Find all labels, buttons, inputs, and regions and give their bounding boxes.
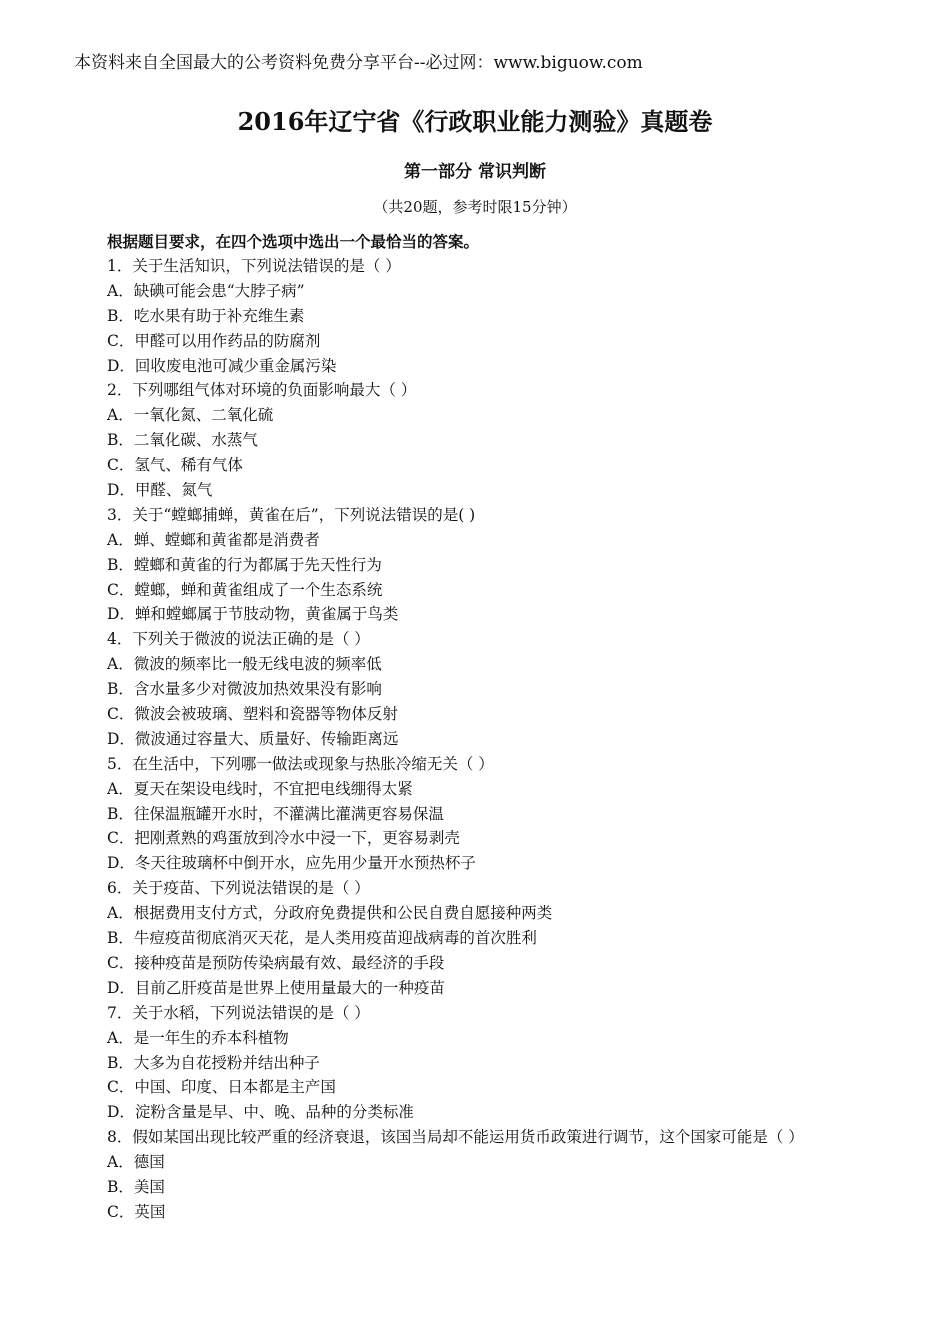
answer-option: D．目前乙肝疫苗是世界上使用量最大的一种疫苗 (107, 978, 445, 997)
answer-option: B．螳螂和黄雀的行为都属于先天性行为 (107, 555, 382, 574)
answer-option: A．一氧化氮、二氧化硫 (107, 406, 274, 425)
answer-option: B．吃水果有助于补充维生素 (107, 306, 305, 325)
answer-option: A．是一年生的乔本科植物 (107, 1028, 289, 1047)
question-stem: 6．关于疫苗、下列说法错误的是（ ） (107, 879, 370, 898)
answer-option: A．缺碘可能会患“大脖子病” (107, 281, 305, 300)
answer-option: B．牛痘疫苗彻底消灭天花，是人类用疫苗迎战病毒的首次胜利 (107, 929, 537, 948)
answer-option: A．德国 (107, 1153, 165, 1172)
section-title: 第一部分 常识判断 (404, 162, 546, 182)
answer-option: C．把刚煮熟的鸡蛋放到冷水中浸一下，更容易剥壳 (107, 829, 460, 848)
answer-option: D．微波通过容量大、质量好、传输距离远 (107, 729, 399, 748)
instruction-text: 根据题目要求，在四个选项中选出一个最恰当的答案。 (107, 232, 480, 251)
question-stem: 5．在生活中，下列哪一做法或现象与热胀冷缩无关（ ） (107, 754, 494, 773)
question-stem: 3．关于“螳螂捕蝉，黄雀在后”，下列说法错误的是( ) (107, 505, 476, 524)
answer-option: D．回收废电池可减少重金属污染 (107, 356, 337, 375)
answer-option: A．微波的频率比一般无线电波的频率低 (107, 655, 382, 674)
answer-option: C．螳螂，蝉和黄雀组成了一个生态系统 (107, 580, 383, 599)
answer-option: D．蝉和螳螂属于节肢动物，黄雀属于鸟类 (107, 605, 399, 624)
answer-option: B．二氧化碳、水蒸气 (107, 431, 258, 450)
answer-option: B．往保温瓶罐开水时，不灌满比灌满更容易保温 (107, 804, 444, 823)
question-stem: 4．下列关于微波的说法正确的是（ ） (107, 630, 370, 649)
answer-option: B．大多为自花授粉并结出种子 (107, 1053, 320, 1072)
answer-option: B．含水量多少对微波加热效果没有影响 (107, 680, 382, 699)
answer-option: C．甲醛可以用作药品的防腐剂 (107, 331, 321, 350)
answer-option: C．微波会被玻璃、塑料和瓷器等物体反射 (107, 705, 398, 724)
answer-option: D．淀粉含量是早、中、晚、品种的分类标准 (107, 1103, 414, 1122)
source-header: 本资料来自全国最大的公考资料免费分享平台--必过网：www.biguow.com (74, 53, 643, 73)
question-stem: 1．关于生活知识，下列说法错误的是（ ） (107, 257, 401, 275)
answer-option: C．中国、印度、日本都是主产国 (107, 1078, 336, 1097)
document-title: 2016年辽宁省《行政职业能力测验》真题卷 (237, 107, 713, 136)
question-stem: 8．假如某国出现比较严重的经济衰退，该国当局却不能运用货币政策进行调节，这个国家可能是（ ） (107, 1128, 804, 1147)
answer-option: C．英国 (107, 1202, 166, 1221)
question-list (107, 254, 907, 1225)
answer-option: A．根据费用支付方式，分政府免费提供和公民自费自愿接种两类 (107, 904, 553, 923)
answer-option: A．蝉、螳螂和黄雀都是消费者 (107, 530, 320, 549)
answer-option: C．氢气、稀有气体 (107, 456, 243, 475)
answer-option: D．甲醛、氮气 (107, 481, 213, 500)
answer-option: A．夏天在架设电线时，不宜把电线绷得太紧 (107, 779, 413, 798)
answer-option: D．冬天往玻璃杯中倒开水，应先用少量开水预热杯子 (107, 854, 476, 873)
question-stem: 2．下列哪组气体对环境的负面影响最大（ ） (107, 381, 417, 400)
section-note: （共20题，参考时限15分钟） (373, 198, 577, 216)
question-stem: 7．关于水稻，下列说法错误的是（ ） (107, 1003, 370, 1022)
answer-option: C．接种疫苗是预防传染病最有效、最经济的手段 (107, 953, 445, 972)
answer-option: B．美国 (107, 1177, 165, 1196)
